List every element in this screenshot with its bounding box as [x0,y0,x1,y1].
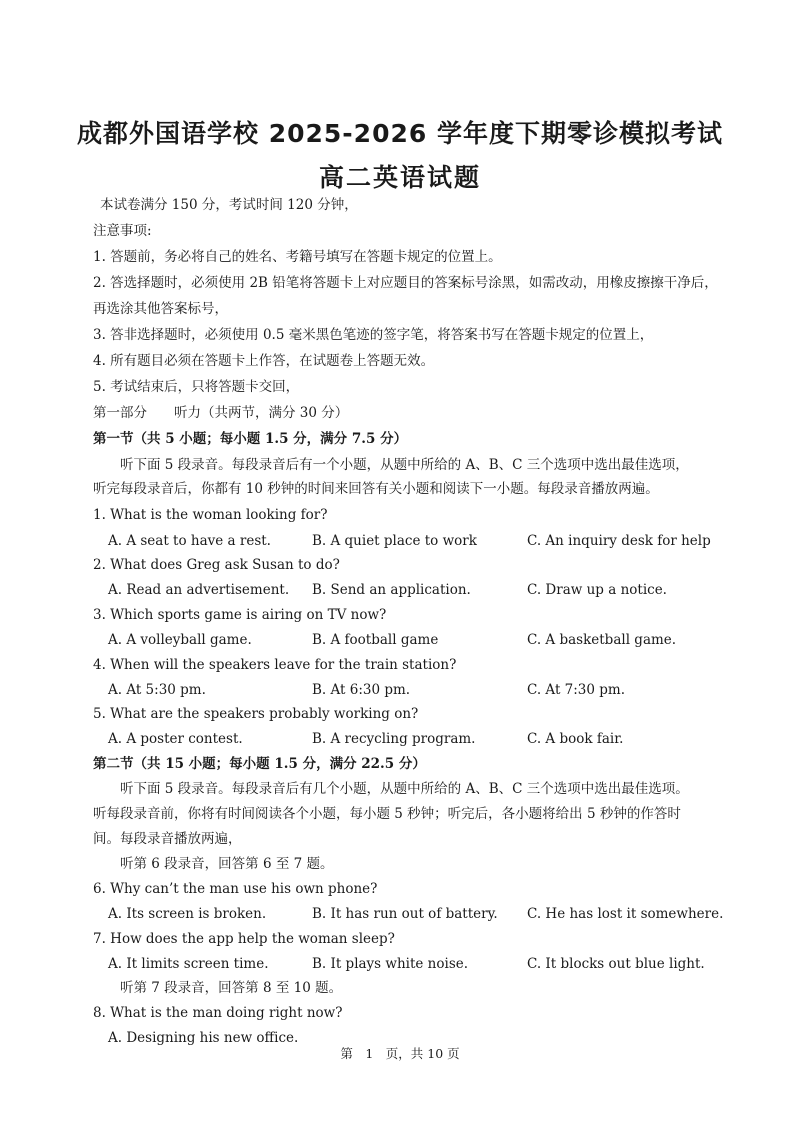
notice-heading: 注意事项: [93,223,152,239]
question-3: 3. Which sports game is airing on TV now? [93,607,387,623]
notice-item: 5. 考试结束后，只将答题卡交回， [93,379,300,395]
section2-directions: 间。每段录音播放两遍， [93,831,242,847]
section1-directions: 听完每段录音后，你都有 10 秒钟的时间来回答有关小题和阅读下一小题。每段录音播放两遍。 [93,481,659,497]
option-c: C. He has lost it somewhere. [527,906,724,922]
question-7: 7. How does the app help the woman sleep? [93,931,395,947]
intro-text: 本试卷满分 150 分，考试时间 120 分钟， [100,197,358,213]
option-a: A. A poster contest. [108,731,243,747]
option-a: A. Its screen is broken. [108,906,267,922]
option-b: B. A football game [312,632,439,648]
option-b: B. A quiet place to work [312,533,477,549]
option-b: B. At 6:30 pm. [312,682,411,698]
option-b: B. A recycling program. [312,731,476,747]
option-c: C. It blocks out blue light. [527,956,705,972]
option-a: A. It limits screen time. [108,956,269,972]
option-c: C. Draw up a notice. [527,582,667,598]
option-a: A. A volleyball game. [108,632,252,648]
option-c: C. A book fair. [527,731,624,747]
notice-item: 再选涂其他答案标号， [93,301,228,317]
exam-subtitle: 高二英语试题 [318,163,481,192]
option-b: B. It has run out of battery. [312,906,498,922]
option-c: C. A basketball game. [527,632,677,648]
option-c: C. An inquiry desk for help [527,533,711,549]
section1-heading: 第一节（共 5 小题；每小题 1.5 分，满分 7.5 分） [93,431,408,447]
option-a: A. At 5:30 pm. [108,682,206,698]
notice-item: 4. 所有题目必须在答题卡上作答，在试题卷上答题无效。 [93,353,435,369]
option-a: A. Read an advertisement. [108,582,290,598]
section2-heading: 第二节（共 15 小题；每小题 1.5 分，满分 22.5 分） [93,756,426,772]
question-5: 5. What are the speakers probably working on? [93,706,419,722]
question-6: 6. Why can’t the man use his own phone? [93,881,378,897]
option-b: B. Send an application. [312,582,471,598]
option-a: A. Designing his new office. [108,1030,299,1046]
notice-item: 2. 答选择题时，必须使用 2B 铅笔将答题卡上对应题目的答案标号涂黑，如需改动，用橡皮擦擦干净后， [93,275,718,291]
passage-note: 听第 6 段录音，回答第 6 至 7 题。 [120,856,334,872]
option-c: C. At 7:30 pm. [527,682,626,698]
page-number: 第 1 页，共 10 页 [340,1046,460,1061]
option-a: A. A seat to have a rest. [108,533,271,549]
section1-directions: 听下面 5 段录音。每段录音后有一个小题，从题中所给的 A、B、C 三个选项中选出最佳选项， [120,457,689,473]
notice-item: 1. 答题前，务必将自己的姓名、考籍号填写在答题卡规定的位置上。 [93,249,502,265]
question-4: 4. When will the speakers leave for the train station? [93,657,457,673]
part1-heading: 第一部分 听力（共两节，满分 30 分） [93,405,349,421]
question-2: 2. What does Greg ask Susan to do? [93,557,340,573]
section2-directions: 听每段录音前，你将有时间阅读各个小题，每小题 5 秒钟；听完后，各小题将给出 5 秒钟的作答时 [93,806,681,822]
passage-note: 听第 7 段录音，回答第 8 至 10 题。 [120,980,343,996]
option-b: B. It plays white noise. [312,956,469,972]
section2-directions: 听下面 5 段录音。每段录音后有几个小题，从题中所给的 A、B、C 三个选项中选出最佳选项。 [120,781,689,797]
question-1: 1. What is the woman looking for? [93,507,328,523]
exam-title: 成都外国语学校 2025-2026 学年度下期零诊模拟考试 [77,119,723,148]
question-8: 8. What is the man doing right now? [93,1005,343,1021]
notice-item: 3. 答非选择题时，必须使用 0.5 毫米黑色笔迹的签字笔，将答案书写在答题卡规定的位置上， [93,327,654,343]
